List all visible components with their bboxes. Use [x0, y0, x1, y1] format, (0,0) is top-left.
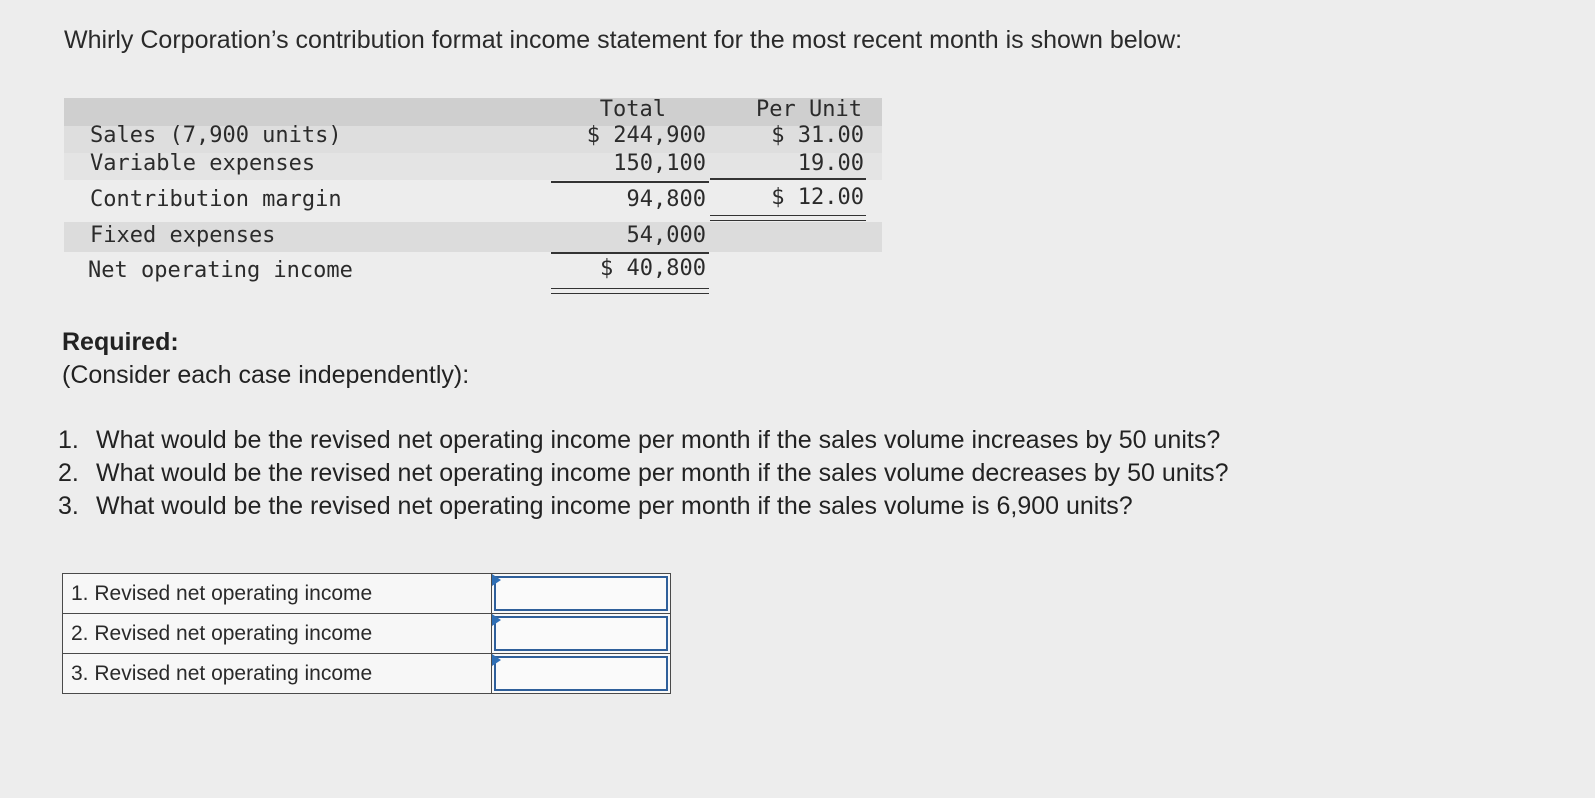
row-total-sales: $ 244,900 — [586, 123, 706, 148]
question-number: 3. — [58, 492, 79, 520]
question-text: What would be the revised net operating income per month if the sales volume is 6,900 units? — [96, 492, 1133, 520]
answer-row — [63, 614, 671, 654]
row-total-contribution-margin: 94,800 — [626, 187, 706, 212]
header-total: Total — [599, 97, 666, 122]
row-label-net-operating-income: Net operating income — [88, 258, 353, 283]
answer-label: 1. Revised net operating income — [63, 574, 492, 614]
question-item — [58, 457, 1229, 490]
question-text: What would be the revised net operating income per month if the sales volume decreases by 50 units? — [96, 459, 1229, 487]
answer-row — [63, 654, 671, 694]
question-number: 1. — [58, 426, 79, 454]
row-total-fixed-expenses: 54,000 — [626, 223, 706, 248]
input-marker-icon — [492, 574, 501, 586]
answer-cell — [492, 574, 671, 614]
answer-cell — [492, 654, 671, 694]
total-double-rule — [710, 215, 866, 221]
subtotal-rule — [551, 181, 709, 183]
row-total-net-operating-income: $ 40,800 — [600, 256, 706, 281]
question-list — [58, 424, 1229, 523]
row-per-unit-contribution-margin: $ 12.00 — [771, 185, 864, 210]
row-total-variable-expenses: 150,100 — [613, 151, 706, 176]
answer-label: 3. Revised net operating income — [63, 654, 492, 694]
answer-cell — [492, 614, 671, 654]
subtotal-rule — [710, 178, 866, 180]
question-text: What would be the revised net operating income per month if the sales volume increases by 50 units? — [96, 426, 1221, 454]
question-item — [58, 490, 1229, 523]
row-label-variable-expenses: Variable expenses — [90, 151, 316, 176]
row-per-unit-sales: $ 31.00 — [771, 123, 864, 148]
answer-input-3[interactable] — [494, 656, 668, 691]
answer-label: 2. Revised net operating income — [63, 614, 492, 654]
question-number: 2. — [58, 459, 79, 487]
answer-table — [62, 573, 671, 694]
required-heading: Required: — [62, 328, 179, 356]
row-per-unit-variable-expenses: 19.00 — [797, 151, 864, 176]
total-double-rule — [551, 288, 709, 294]
row-label-sales: Sales (7,900 units) — [90, 123, 342, 148]
row-label-contribution-margin: Contribution margin — [90, 187, 342, 212]
input-marker-icon — [492, 654, 501, 666]
required-subtitle: (Consider each case independently): — [62, 361, 470, 389]
income-statement-table — [64, 96, 884, 306]
input-marker-icon — [492, 614, 501, 626]
row-label-fixed-expenses: Fixed expenses — [90, 223, 276, 248]
header-per-unit: Per Unit — [756, 97, 862, 122]
answer-row — [63, 574, 671, 614]
subtotal-rule — [551, 252, 709, 254]
intro-text: Whirly Corporation’s contribution format income statement for the most recent month is shown below: — [64, 26, 1183, 54]
question-item — [58, 424, 1229, 457]
answer-input-1[interactable] — [494, 576, 668, 611]
answer-input-2[interactable] — [494, 616, 668, 651]
